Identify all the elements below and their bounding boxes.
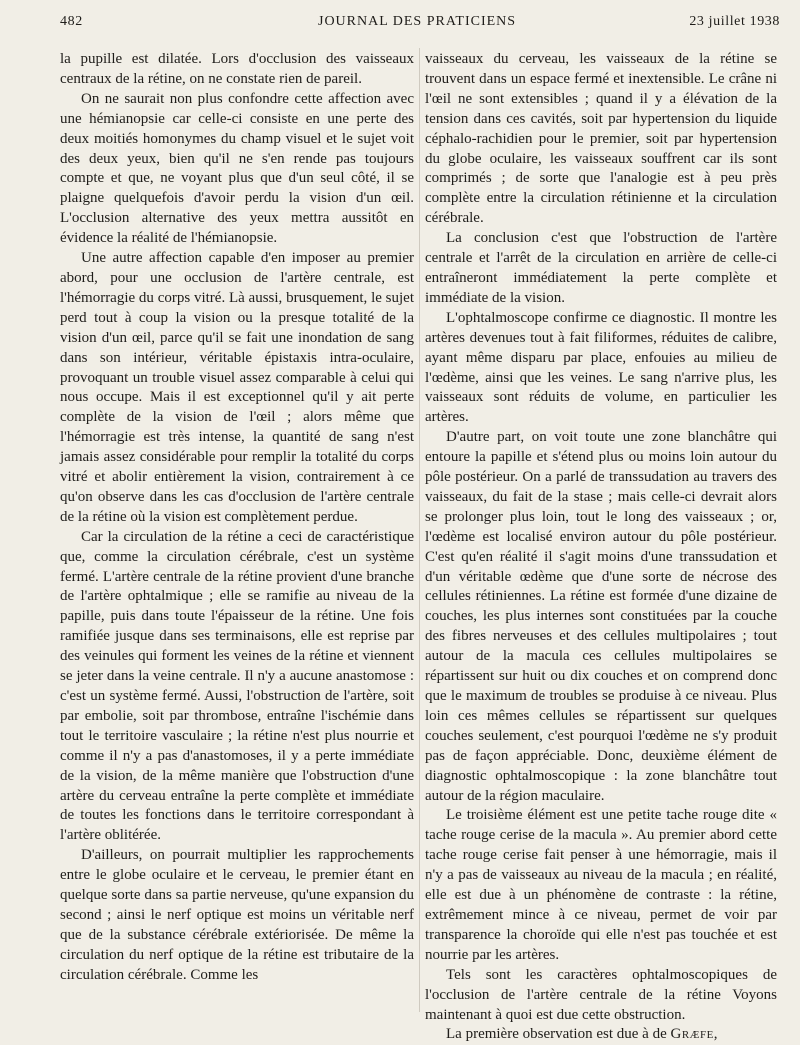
paragraph: la pupille est dilatée. Lors d'occlusion des vaisseaux centraux de la rétine, on ne constate rien de pareil. bbox=[60, 51, 414, 87]
running-header bbox=[60, 14, 780, 36]
paragraph: L'ophtalmoscope confirme ce diagnostic. Il montre les artères devenues tout à fait filiformes, réduites de calibre, ayant même disparu par place, enfouies au milieu de l'œdème, ainsi que les veines. Le sang n'arrive plus, les vaisseaux sont réduits de volume, en particulier les artères. bbox=[425, 309, 777, 426]
paragraph: Car la circulation de la rétine a ceci de caractéristique que, comme la circulation cérébrale, c'est un système fermé. L'artère centrale de la rétine provient d'une branche de l'artère ophtalmique ; elle se ramifie au niveau de la papille, puis dans toute l'épaisseur de la rétine. Une fois ramifiée jusque dans ses terminaisons, elle est reprise par des veinules qui forment les veines de la rétine et viennent se jeter dans la veine centrale. Il n'y a aucune anastomose : c'est un système fermé. Aussi, l'obstruction de l'artère, soit par embolie, soit par thrombose, entraîne l'ischémie dans tout le territoire vasculaire ; la rétine n'est plus nourrie et comme il n'y a pas d'anastomoses, il y a perte immédiate de la vision, de la même manière que l'obstruction d'une artère du cerveau entraîne la perte complète et immédiate de toutes les fonctions dans le territoire correspondant à l'artère oblitérée. bbox=[60, 528, 414, 844]
paragraph: Tels sont les caractères ophtalmoscopiques de l'occlusion de l'artère centrale de la rétine Voyons maintenant à quoi est due cette obstruction. bbox=[425, 966, 777, 1023]
column-divider bbox=[419, 48, 420, 1012]
right-column bbox=[425, 50, 777, 1045]
page-number: 482 bbox=[60, 14, 83, 29]
paragraph: Le troisième élément est une petite tache rouge dite « tache rouge cerise de la macula ». Au premier abord cette tache rouge cerise fait penser à une hémorragie, mais il n'y a pas de vaisseaux au niveau de la macula ; en réalité, elle est due à un phénomène de contraste : la rétine, extrêmement mince à ce niveau, permet de voir par transparence la choroïde qui elle n'est pas touchée et est nourrie par les artères. bbox=[425, 807, 777, 963]
issue-date: 23 juillet 1938 bbox=[689, 14, 780, 29]
paragraph: Une autre affection capable d'en imposer au premier abord, pour une occlusion de l'artère centrale, est l'hémorragie du corps vitré. Là aussi, brusquement, le sujet perd tout à coup la vision ou la presque totalité de la vision d'un œil, parce qu'il se fait une inondation de sang dans son intérieur, véritable épistaxis intra-oculaire, provoquant un trouble visuel assez comparable à celui qui nous occupe. Mais il est exceptionnel qu'il y ait perte complète de la vision de l'œil ; alors même que l'hémorragie est très intense, la quantité de sang n'est jamais assez considérable pour remplir la totalité du corps vitré et abolir entièrement la vision, contrairement à ce qu'on observe dans les cas d'occlusion de l'artère centrale de la rétine où la vision est complètement perdue. bbox=[60, 250, 414, 525]
author-name: Græfe, bbox=[670, 1026, 719, 1043]
paragraph-text: La première observation est due à de bbox=[446, 1026, 671, 1043]
paragraph bbox=[425, 1025, 777, 1045]
paragraph: vaisseaux du cerveau, les vaisseaux de la rétine se trouvent dans un espace fermé et inextensible. Le crâne ni l'œil ne sont extensibles ; quand il y a élévation de la tension dans ces cavités, soit par hypertension du liquide céphalo-rachidien pour le premier, soit par hypertension du globe oculaire, les vaisseaux souffrent car ils sont comprimés ; de sorte que l'analogie est à peu près complète entre la circulation rétinienne et la circulation cérébrale. bbox=[425, 51, 777, 227]
paragraph: On ne saurait non plus confondre cette affection avec une hémianopsie car celle-ci consiste en une perte des deux moitiés homonymes du champ visuel et le sujet voit des deux yeux, bien qu'il ne s'en rende pas toujours compte et que, ne voyant plus que d'un seul côté, il se plaigne quelquefois d'avoir perdu la vision d'un œil. L'occlusion alternative des yeux mettra aussitôt en évidence la réalité de l'hémianopsie. bbox=[60, 90, 414, 247]
left-column bbox=[60, 50, 414, 986]
paragraph: D'autre part, on voit toute une zone blanchâtre qui entoure la papille et s'étend plus ou moins loin autour du pôle postérieur. On a parlé de transsudation au travers des vaisseaux, du fait de la stase ; mais celle-ci devrait alors se prolonger plus loin, tout le long des vaisseaux ; or, l'œdème est localisé environ autour du pôle postérieur. C'est qu'en réalité il s'agit moins d'une transsudation et d'un véritable œdème que d'une sorte de nécrose des cellules rétiniennes. La rétine est formée d'une dizaine de couches, les plus internes sont constituées par la couche des fibres nerveuses et des cellules multipolaires ; tout autour de la macula ces cellules multipolaires se répartissent sur huit ou dix couches et on comprend donc que le maximum de troubles se produise à ce niveau. Plus loin ces mêmes cellules se répartissent sur quelques couches seulement, c'est pourquoi l'œdème ne s'y produit pas de façon appréciable. Donc, deuxième élément de diagnostic ophtalmoscopique : la zone blanchâtre tout autour de la région maculaire. bbox=[425, 429, 777, 804]
paragraph: La conclusion c'est que l'obstruction de l'artère centrale et l'arrêt de la circulation en arrière de celle-ci entraîneront immédiatement la perte complète et immédiate de la vision. bbox=[425, 230, 777, 306]
paragraph: D'ailleurs, on pourrait multiplier les rapprochements entre le globe oculaire et le cerveau, le premier étant en quelque sorte dans sa partie nerveuse, qu'une expansion du second ; ainsi le nerf optique est moins un véritable nerf que de la substance cérébrale extériorisée. De même la circulation du nerf optique de la rétine est tributaire de la circulation cérébrale. Comme les bbox=[60, 847, 414, 983]
journal-title: JOURNAL DES PRATICIENS bbox=[318, 14, 517, 29]
